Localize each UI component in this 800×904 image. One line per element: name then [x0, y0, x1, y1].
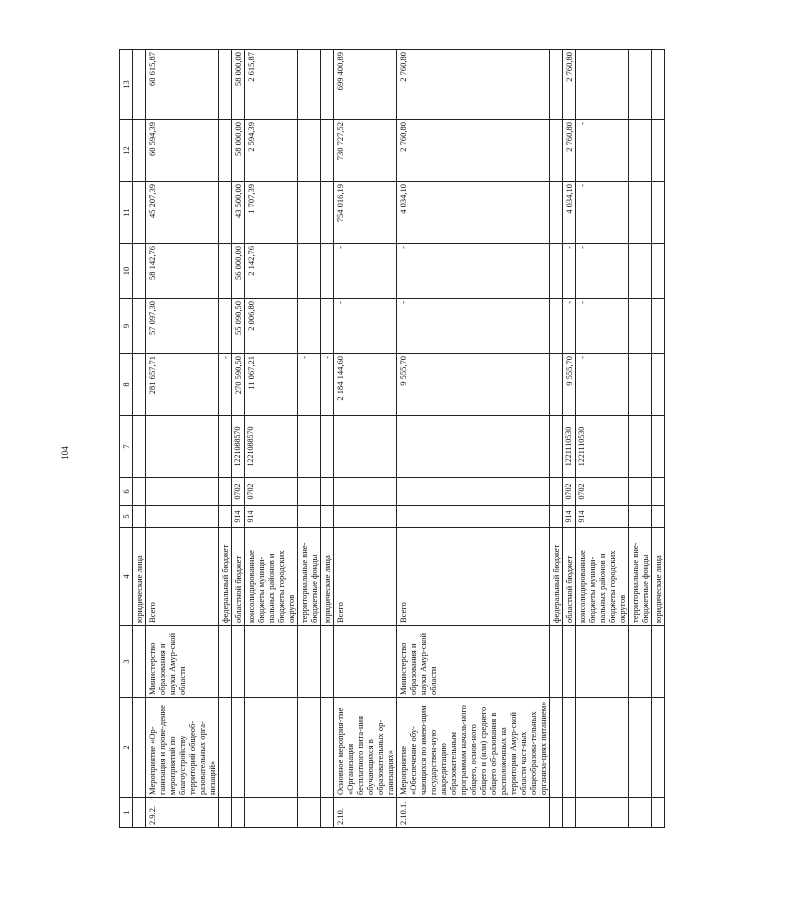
table-cell: [219, 626, 232, 698]
table-cell: -: [334, 244, 397, 299]
table-cell: [232, 798, 245, 828]
table-cell: областной бюджет: [232, 528, 245, 626]
table-cell: 2 760,80: [397, 50, 550, 120]
table-cell: территориальные вне-бюджетные фонды: [629, 528, 652, 626]
table-cell: 2 760,80: [563, 50, 576, 120]
table-cell: 0702: [563, 478, 576, 506]
table-cell: [133, 626, 146, 698]
table-cell: [550, 626, 563, 698]
table-cell: [133, 244, 146, 299]
table-cell: [550, 798, 563, 828]
table-cell: [550, 120, 563, 182]
table-cell: [219, 244, 232, 299]
table-cell: 2 760,80: [563, 120, 576, 182]
table-row: [232, 50, 245, 828]
table-cell: [334, 506, 397, 528]
table-cell: 11 067,21: [245, 354, 298, 416]
table-cell: 2.10.: [334, 798, 397, 828]
table-cell: [321, 626, 334, 698]
table-cell: 43 500,00: [232, 182, 245, 244]
table-cell: Основное мероприя-тие «Организация бесплатного пита-ния обучающихся в образовательных ор-ганизациях»: [334, 698, 397, 798]
table-cell: 58 142,76: [146, 244, 219, 299]
table-cell: [133, 698, 146, 798]
table-cell: 2 594,39: [245, 120, 298, 182]
table-row: [219, 50, 232, 828]
table-cell: [550, 354, 563, 416]
table-cell: [652, 798, 665, 828]
document-page: [22, 50, 800, 825]
table-cell: Мероприятие «Обеспечение обу-чающихся по имею-щим государствен-ную аккредитацию образовательным программам началь-ного общего, основ-ного общего и (или) среднего общего об-разования в расположенных на территории Амур-ской области част-ных общеобразова-тельных организа-циях питанием»: [397, 698, 550, 798]
table-cell: 1 707,39: [245, 182, 298, 244]
table-cell: Всего: [397, 528, 550, 626]
table-cell: 57 097,30: [146, 299, 219, 354]
table-cell: -: [298, 354, 321, 416]
table-cell: Министерство образования и науки Амур-ской области: [397, 626, 550, 698]
table-cell: -: [563, 299, 576, 354]
table-cell: [321, 50, 334, 120]
table-cell: [321, 798, 334, 828]
table-cell: юридические лица: [133, 528, 146, 626]
table-cell: [629, 244, 652, 299]
table-cell: [321, 416, 334, 478]
table-cell: [550, 244, 563, 299]
table-cell: [576, 626, 629, 698]
table-cell: [298, 478, 321, 506]
table-row: [334, 50, 397, 828]
table-cell: [219, 798, 232, 828]
table-cell: -: [397, 299, 550, 354]
table-row: [629, 50, 652, 828]
table-row: [397, 50, 550, 828]
table-cell: 2.10.1.: [397, 798, 550, 828]
table-cell: 730 727,52: [334, 120, 397, 182]
table-cell: 2 142,76: [245, 244, 298, 299]
column-number-header: 10: [120, 244, 133, 299]
table-row: [146, 50, 219, 828]
column-number-header: 8: [120, 354, 133, 416]
table-cell: 914: [232, 506, 245, 528]
table-cell: [334, 478, 397, 506]
table-row: [563, 50, 576, 828]
table-cell: [321, 182, 334, 244]
table-cell: 281 657,71: [146, 354, 219, 416]
rotated-table-container: [119, 50, 663, 828]
table-cell: [550, 478, 563, 506]
table-cell: [298, 698, 321, 798]
table-cell: [652, 626, 665, 698]
table-cell: [397, 506, 550, 528]
table-cell: [629, 698, 652, 798]
table-cell: [550, 50, 563, 120]
table-cell: [652, 120, 665, 182]
table-cell: 58 000,00: [232, 50, 245, 120]
table-row: [550, 50, 563, 828]
table-cell: 2 006,80: [245, 299, 298, 354]
table-cell: 45 207,39: [146, 182, 219, 244]
table-cell: 2 615,87: [245, 50, 298, 120]
table-cell: -: [334, 299, 397, 354]
table-cell: 4 034,10: [397, 182, 550, 244]
table-cell: 0702: [245, 478, 298, 506]
table-cell: [298, 244, 321, 299]
table-cell: [232, 626, 245, 698]
table-cell: [146, 478, 219, 506]
table-cell: территориальные вне-бюджетные фонды: [298, 528, 321, 626]
column-number-header: 9: [120, 299, 133, 354]
table-cell: 60 594,39: [146, 120, 219, 182]
table-cell: [298, 626, 321, 698]
table-cell: 56 000,00: [232, 244, 245, 299]
table-cell: [133, 299, 146, 354]
table-cell: [563, 698, 576, 798]
table-cell: [652, 354, 665, 416]
table-cell: федеральный бюджет: [550, 528, 563, 626]
table-cell: 2.9.2.: [146, 798, 219, 828]
column-number-header: 1: [120, 798, 133, 828]
table-cell: -: [576, 182, 629, 244]
table-cell: [629, 354, 652, 416]
column-number-header: 3: [120, 626, 133, 698]
table-cell: 9 555,70: [397, 354, 550, 416]
column-number-header: 2: [120, 698, 133, 798]
table-cell: [550, 299, 563, 354]
budget-table: [119, 49, 665, 828]
table-cell: 60 615,87: [146, 50, 219, 120]
table-cell: [321, 244, 334, 299]
table-cell: [133, 478, 146, 506]
table-cell: [321, 478, 334, 506]
table-cell: [298, 416, 321, 478]
table-cell: 914: [563, 506, 576, 528]
table-cell: [629, 506, 652, 528]
column-number-header: 5: [120, 506, 133, 528]
table-cell: -: [576, 299, 629, 354]
table-cell: [219, 182, 232, 244]
table-cell: 1221088570: [232, 416, 245, 478]
table-cell: [334, 416, 397, 478]
table-cell: [563, 798, 576, 828]
table-cell: [334, 626, 397, 698]
table-cell: [219, 506, 232, 528]
table-cell: 914: [245, 506, 298, 528]
table-cell: [629, 798, 652, 828]
table-cell: 1221110530: [563, 416, 576, 478]
table-row: [245, 50, 298, 828]
table-cell: 270 590,50: [232, 354, 245, 416]
table-cell: [550, 182, 563, 244]
table-cell: федеральный бюджет: [219, 528, 232, 626]
table-cell: 55 090,50: [232, 299, 245, 354]
table-header-row: [120, 50, 133, 828]
table-cell: [133, 120, 146, 182]
table-cell: [219, 50, 232, 120]
table-cell: [652, 478, 665, 506]
table-cell: [245, 798, 298, 828]
table-cell: [219, 416, 232, 478]
table-cell: [146, 506, 219, 528]
table-cell: -: [576, 244, 629, 299]
table-cell: [298, 506, 321, 528]
table-row: [133, 50, 146, 828]
table-cell: [629, 416, 652, 478]
column-number-header: 4: [120, 528, 133, 626]
table-cell: [397, 478, 550, 506]
table-cell: [146, 416, 219, 478]
table-cell: 1221088570: [245, 416, 298, 478]
table-cell: [321, 698, 334, 798]
table-cell: юридические лица: [321, 528, 334, 626]
column-number-header: 6: [120, 478, 133, 506]
table-cell: Министерство образования и науки Амур-ской области: [146, 626, 219, 698]
table-cell: юридические лица: [652, 528, 665, 626]
table-cell: [321, 120, 334, 182]
table-cell: областной бюджет: [563, 528, 576, 626]
table-cell: [133, 182, 146, 244]
column-number-header: 7: [120, 416, 133, 478]
table-cell: [133, 506, 146, 528]
table-cell: -: [397, 244, 550, 299]
table-row: [321, 50, 334, 828]
table-cell: [298, 299, 321, 354]
table-cell: 9 555,70: [563, 354, 576, 416]
table-cell: 58 000,00: [232, 120, 245, 182]
table-cell: 4 034,10: [563, 182, 576, 244]
column-number-header: 13: [120, 50, 133, 120]
table-cell: [652, 698, 665, 798]
table-cell: -: [321, 354, 334, 416]
table-cell: [298, 798, 321, 828]
table-cell: [245, 698, 298, 798]
table-cell: 2 184 144,60: [334, 354, 397, 416]
table-cell: 1221110530: [576, 416, 629, 478]
table-cell: [563, 626, 576, 698]
table-cell: Мероприятие «Ор-ганизация и прове-дение мероприятий по благоустройству территорий общеоб-разовательных орга-низаций»: [146, 698, 219, 798]
table-cell: [652, 244, 665, 299]
table-cell: Всего: [334, 528, 397, 626]
table-cell: 2 760,80: [397, 120, 550, 182]
table-cell: [245, 626, 298, 698]
table-cell: [629, 182, 652, 244]
table-row: [576, 50, 629, 828]
table-cell: -: [563, 244, 576, 299]
table-cell: [550, 698, 563, 798]
table-cell: [219, 299, 232, 354]
table-cell: 914: [576, 506, 629, 528]
table-cell: 0702: [232, 478, 245, 506]
table-cell: [652, 416, 665, 478]
table-cell: [298, 182, 321, 244]
table-cell: -: [576, 354, 629, 416]
table-cell: консолидированные бюджеты муници-пальных районов и бюджеты городских округов: [245, 528, 298, 626]
table-cell: [298, 50, 321, 120]
table-cell: [133, 416, 146, 478]
table-cell: 754 016,19: [334, 182, 397, 244]
table-cell: [550, 506, 563, 528]
table-cell: [397, 416, 550, 478]
table-cell: [576, 698, 629, 798]
table-cell: [629, 299, 652, 354]
table-cell: консолидированные бюджеты муници-пальных районов и бюджеты городских округов: [576, 528, 629, 626]
table-cell: [629, 50, 652, 120]
table-cell: [652, 182, 665, 244]
table-cell: [133, 50, 146, 120]
table-cell: [219, 698, 232, 798]
table-cell: [652, 299, 665, 354]
table-cell: 0702: [576, 478, 629, 506]
table-row: [652, 50, 665, 828]
table-cell: [550, 416, 563, 478]
table-cell: [629, 478, 652, 506]
table-cell: [232, 698, 245, 798]
table-cell: [576, 50, 629, 120]
column-number-header: 12: [120, 120, 133, 182]
table-cell: -: [576, 120, 629, 182]
table-cell: Всего: [146, 528, 219, 626]
table-cell: [321, 506, 334, 528]
table-cell: [652, 50, 665, 120]
table-cell: [219, 120, 232, 182]
column-number-header: 11: [120, 182, 133, 244]
table-cell: [321, 299, 334, 354]
table-cell: [629, 626, 652, 698]
table-cell: -: [219, 354, 232, 416]
table-row: [298, 50, 321, 828]
table-cell: [576, 798, 629, 828]
table-cell: [219, 478, 232, 506]
table-cell: [652, 506, 665, 528]
table-cell: [298, 120, 321, 182]
table-cell: [133, 354, 146, 416]
table-cell: 699 400,89: [334, 50, 397, 120]
page-number: 104: [60, 446, 70, 460]
table-cell: [629, 120, 652, 182]
table-cell: [133, 798, 146, 828]
